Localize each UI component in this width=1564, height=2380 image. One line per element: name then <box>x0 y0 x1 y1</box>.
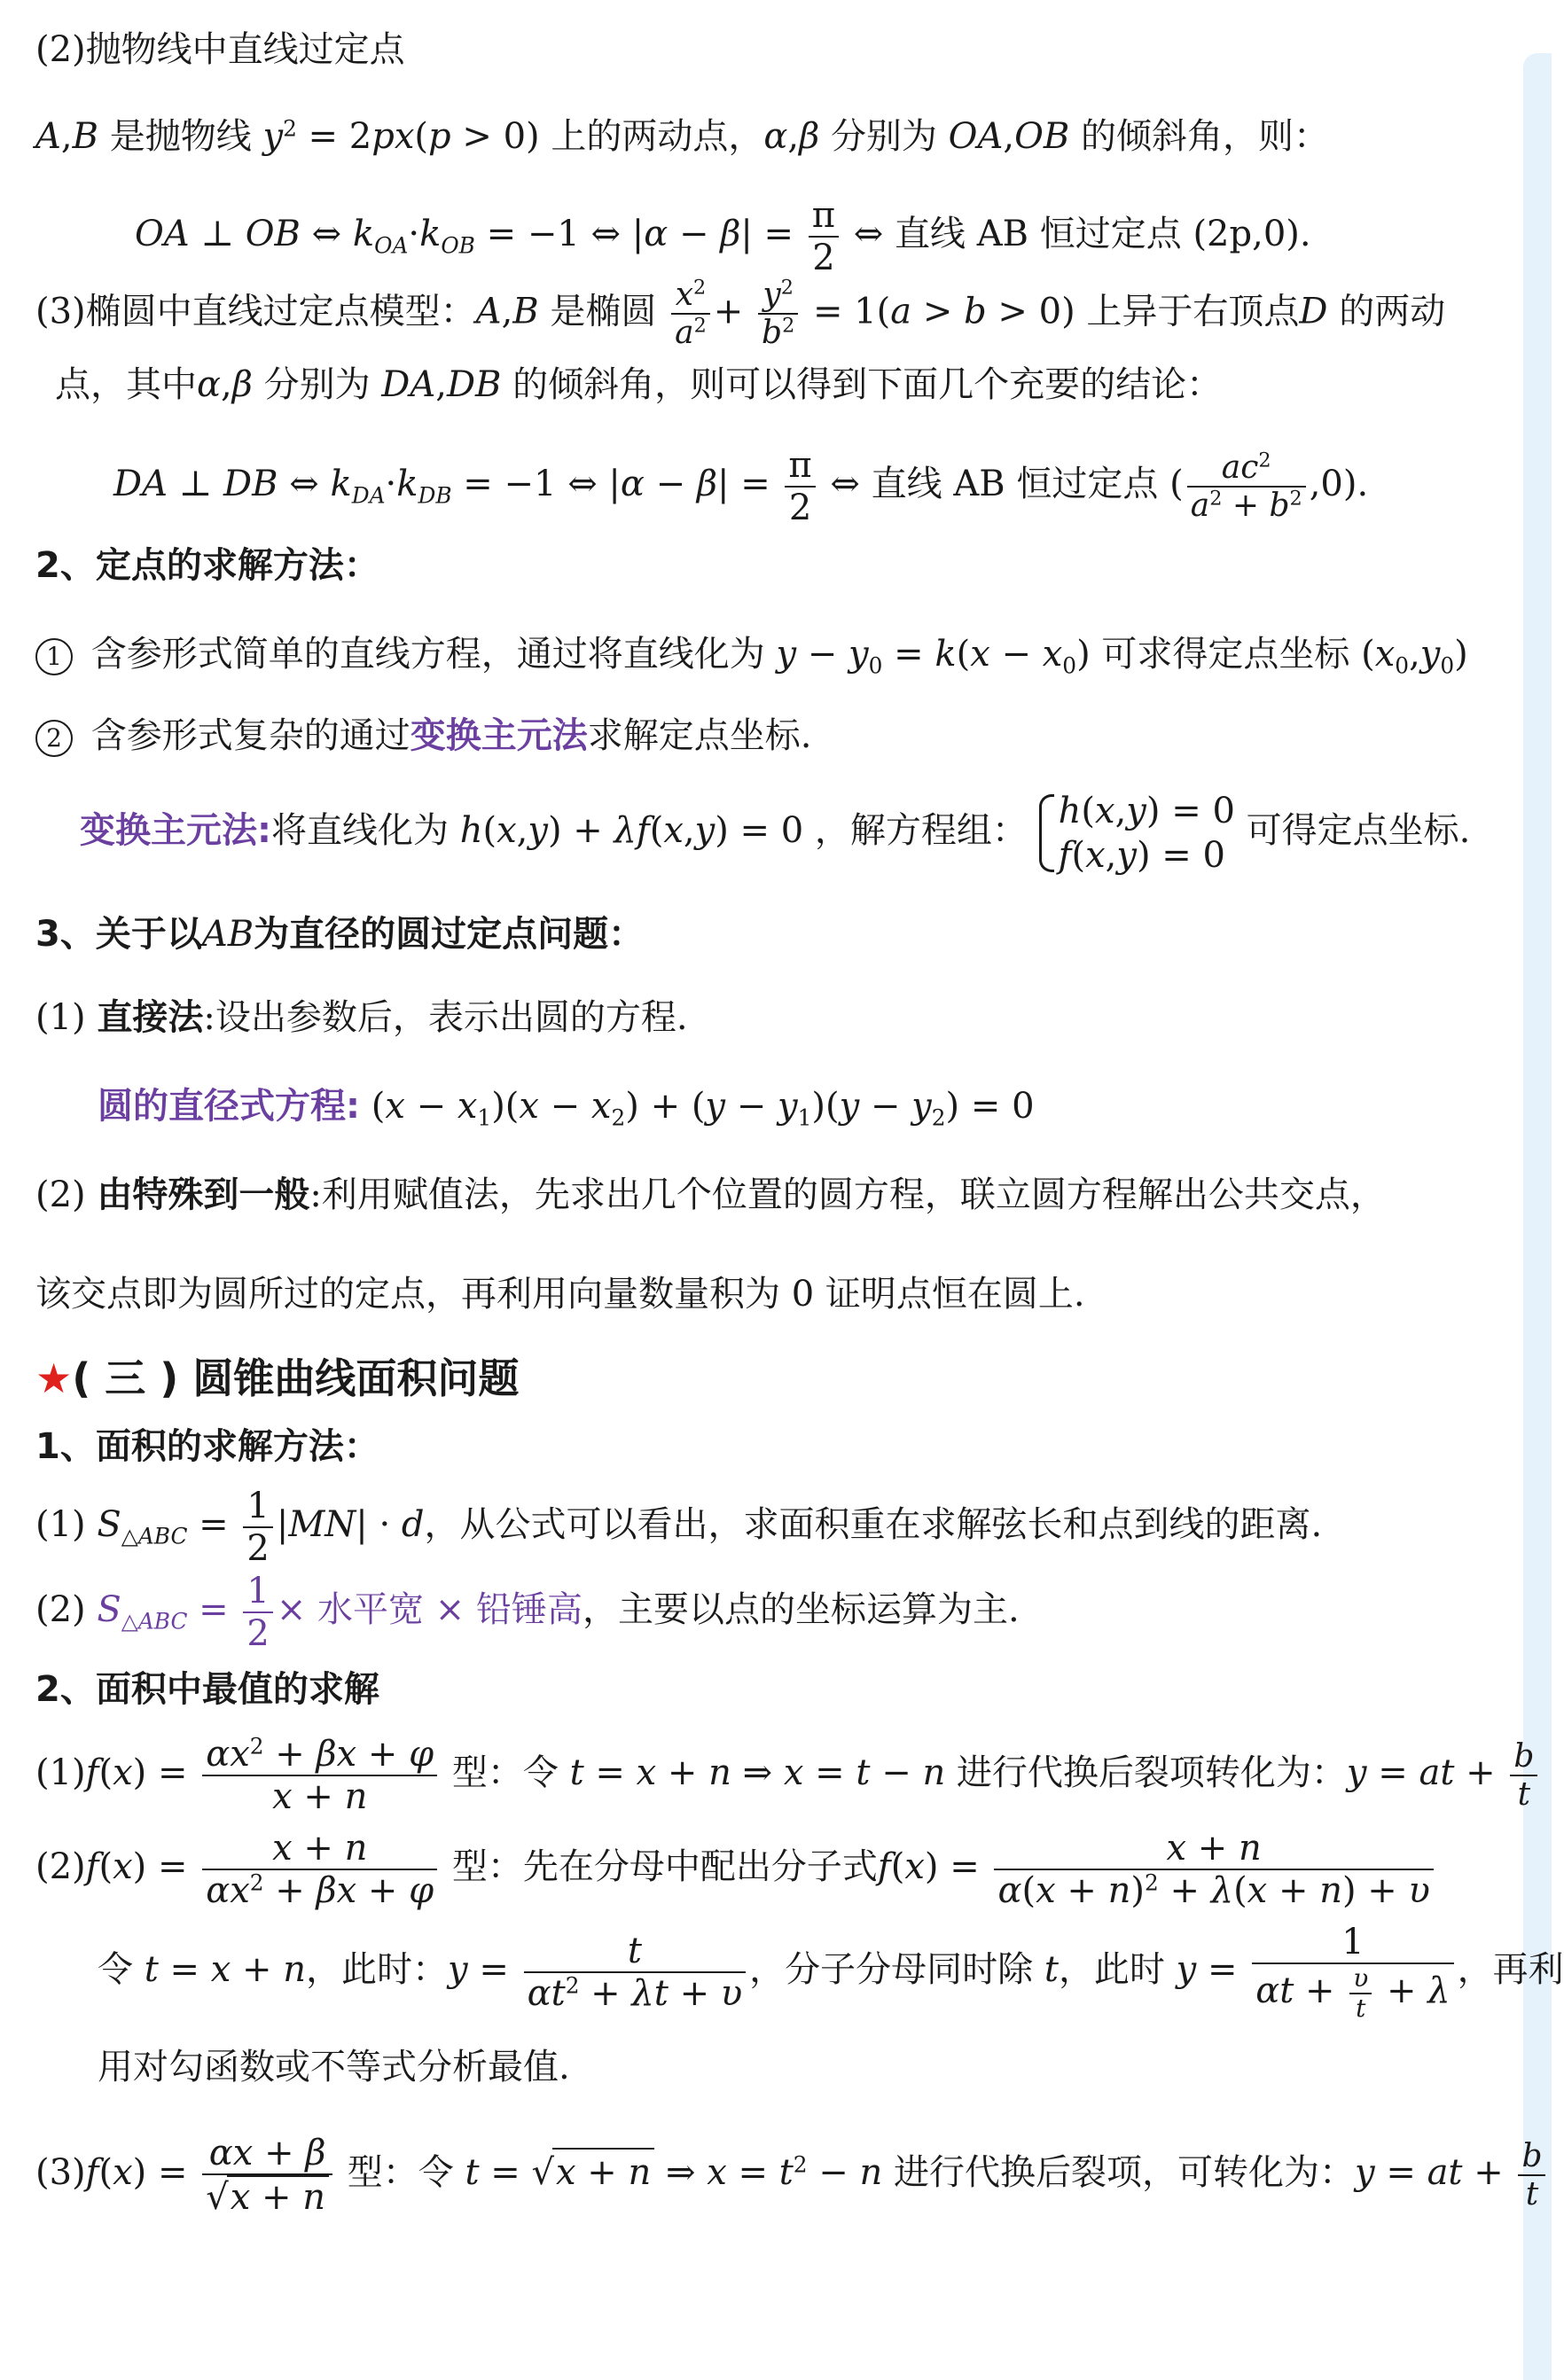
method-3: 变换主元法:将直线化为 h(x,y) + λf(x,y) = 0 ，解方程组： h(x,y) = 0 f(x,y) = 0 可得定点坐标. <box>80 791 1471 876</box>
heading-area-method: 1、面积的求解方法： <box>35 1426 379 1467</box>
ellipse-description-cont: 点，其中α,β 分别为 DA,DB 的倾斜角，则可以得到下面几个充要的结论： <box>55 364 1223 405</box>
circled-2-icon: 2 <box>35 720 73 757</box>
type-2: (2)f(x) = $\frac{x + n}{\alpha x^2 + \beta x + \varphi}$ 型：先在分母中配出分子式f(x) = $\frac{x + n}{\alpha(x + n)^2 + \lambda(x + n) + \upsilon}$ <box>35 1828 1516 1916</box>
section-area-title: ★( 三 ) 圆锥曲线面积问题 <box>35 1354 520 1402</box>
pi-over-2: $\frac{\pi}{2}$ <box>809 195 839 278</box>
circled-1-icon: 1 <box>35 638 73 675</box>
equation-system: h(x,y) = 0 f(x,y) = 0 <box>1039 789 1235 878</box>
method-2: 2 含参形式复杂的通过变换主元法求解定点坐标. <box>35 713 1516 768</box>
special-to-general: (2) 由特殊到一般:利用赋值法，先求出几个位置的圆方程，联立圆方程解出公共交点， <box>35 1174 1386 1215</box>
method-1: 1 含参形式简单的直线方程，通过将直线化为 $y - y_0 = k(x - x_0)$ 可求得定点坐标 $(x_0,y_0)$ <box>35 631 1516 686</box>
star-icon: ★ <box>35 1354 73 1402</box>
heading-circle-fixed-point: 3、关于以AB为直径的圆过定点问题： <box>35 914 645 955</box>
type-2-cont2: 用对勾函数或不等式分析最值. <box>98 2047 570 2087</box>
circle-diameter-equation: 圆的直径式方程: $(x - x_1)(x - x_2) + (y - y_1)(y - y_2) = 0$ <box>98 1086 1035 1131</box>
area-formula-1: (1) $S_{\triangle ABC}$ = $\frac{1}{2}$ |MN| · d，从公式可以看出，求面积重在求解弦长和点到线的距离. <box>35 1486 1323 1569</box>
type-3: (3)f(x) = $\frac{\alpha x + \beta}{√x + n}$ 型：令 t = √x + n ⇒ $x = t^2 - n$ 进行代换后裂项，可转化为：y = at + $\frac{b}{t}$ <box>35 2133 1516 2221</box>
parabola-description: A,B 是抛物线 $y^2 = 2px(p > 0)$ 上的两动点，α,β 分别为 OA,OB 的倾斜角，则： <box>35 115 1329 157</box>
area-formula-2: (2) $S_{\triangle ABC}$ = $\frac{1}{2}$ × 水平宽 × 铅锤高，主要以点的坐标运算为主. <box>35 1571 1020 1654</box>
ellipse-description: (3)椭圆中直线过定点模型：A,B 是椭圆 $\frac{x^2}{a^2}$ + $\frac{y^2}{b^2}$ = 1(a > b > 0) 上异于右顶点D 的两动 <box>35 276 1446 352</box>
document-body <box>35 27 1564 2221</box>
heading-area-extremum: 2、面积中最值的求解 <box>35 1669 379 1710</box>
special-to-general-cont: 该交点即为圆所过的定点，再利用向量数量积为 0 证明点恒在圆上. <box>35 1274 1085 1315</box>
type-1: (1)f(x) = $\frac{\alpha x^2 + \beta x + \varphi}{x + n}$ 型：令 t = x + n ⇒ x = t − n 进行代换后裂项转化为：y = at + $\frac{b}{t}$ <box>35 1734 1516 1822</box>
parabola-conclusion: OA ⊥ OB ⇔ $k_{OA}\cdot k_{OB} = -1$ ⇔ |α − β| = $\frac{\pi}{2}$ ⇔ 直线 AB 恒过定点 (2p,0). <box>135 195 1311 278</box>
ellipse-conclusion: DA ⊥ DB ⇔ $k_{DA}\cdot k_{DB} = -1$ ⇔ |α − β| = $\frac{\pi}{2}$ ⇔ 直线 AB 恒过定点 ( $\frac{ac^2}{a^2 + b^2}$ ,0). <box>113 445 1369 528</box>
heading-fixed-point-method: 2、定点的求解方法： <box>35 545 379 586</box>
direct-method: (1) 直接法:设出参数后，表示出圆的方程. <box>35 997 688 1038</box>
side-panel <box>1523 53 1552 2380</box>
type-2-cont: 令 t = x + n，此时：y = $\frac{t}{\alpha t^2 + \lambda t + \upsilon}$ ，分子分母同时除 t，此时 y = 1 αt + $\frac{\upsilon}{t}$ + λ ，再利 <box>98 1922 1564 2024</box>
subsection-parabola-title: (2)抛物线中直线过定点 <box>35 29 405 70</box>
